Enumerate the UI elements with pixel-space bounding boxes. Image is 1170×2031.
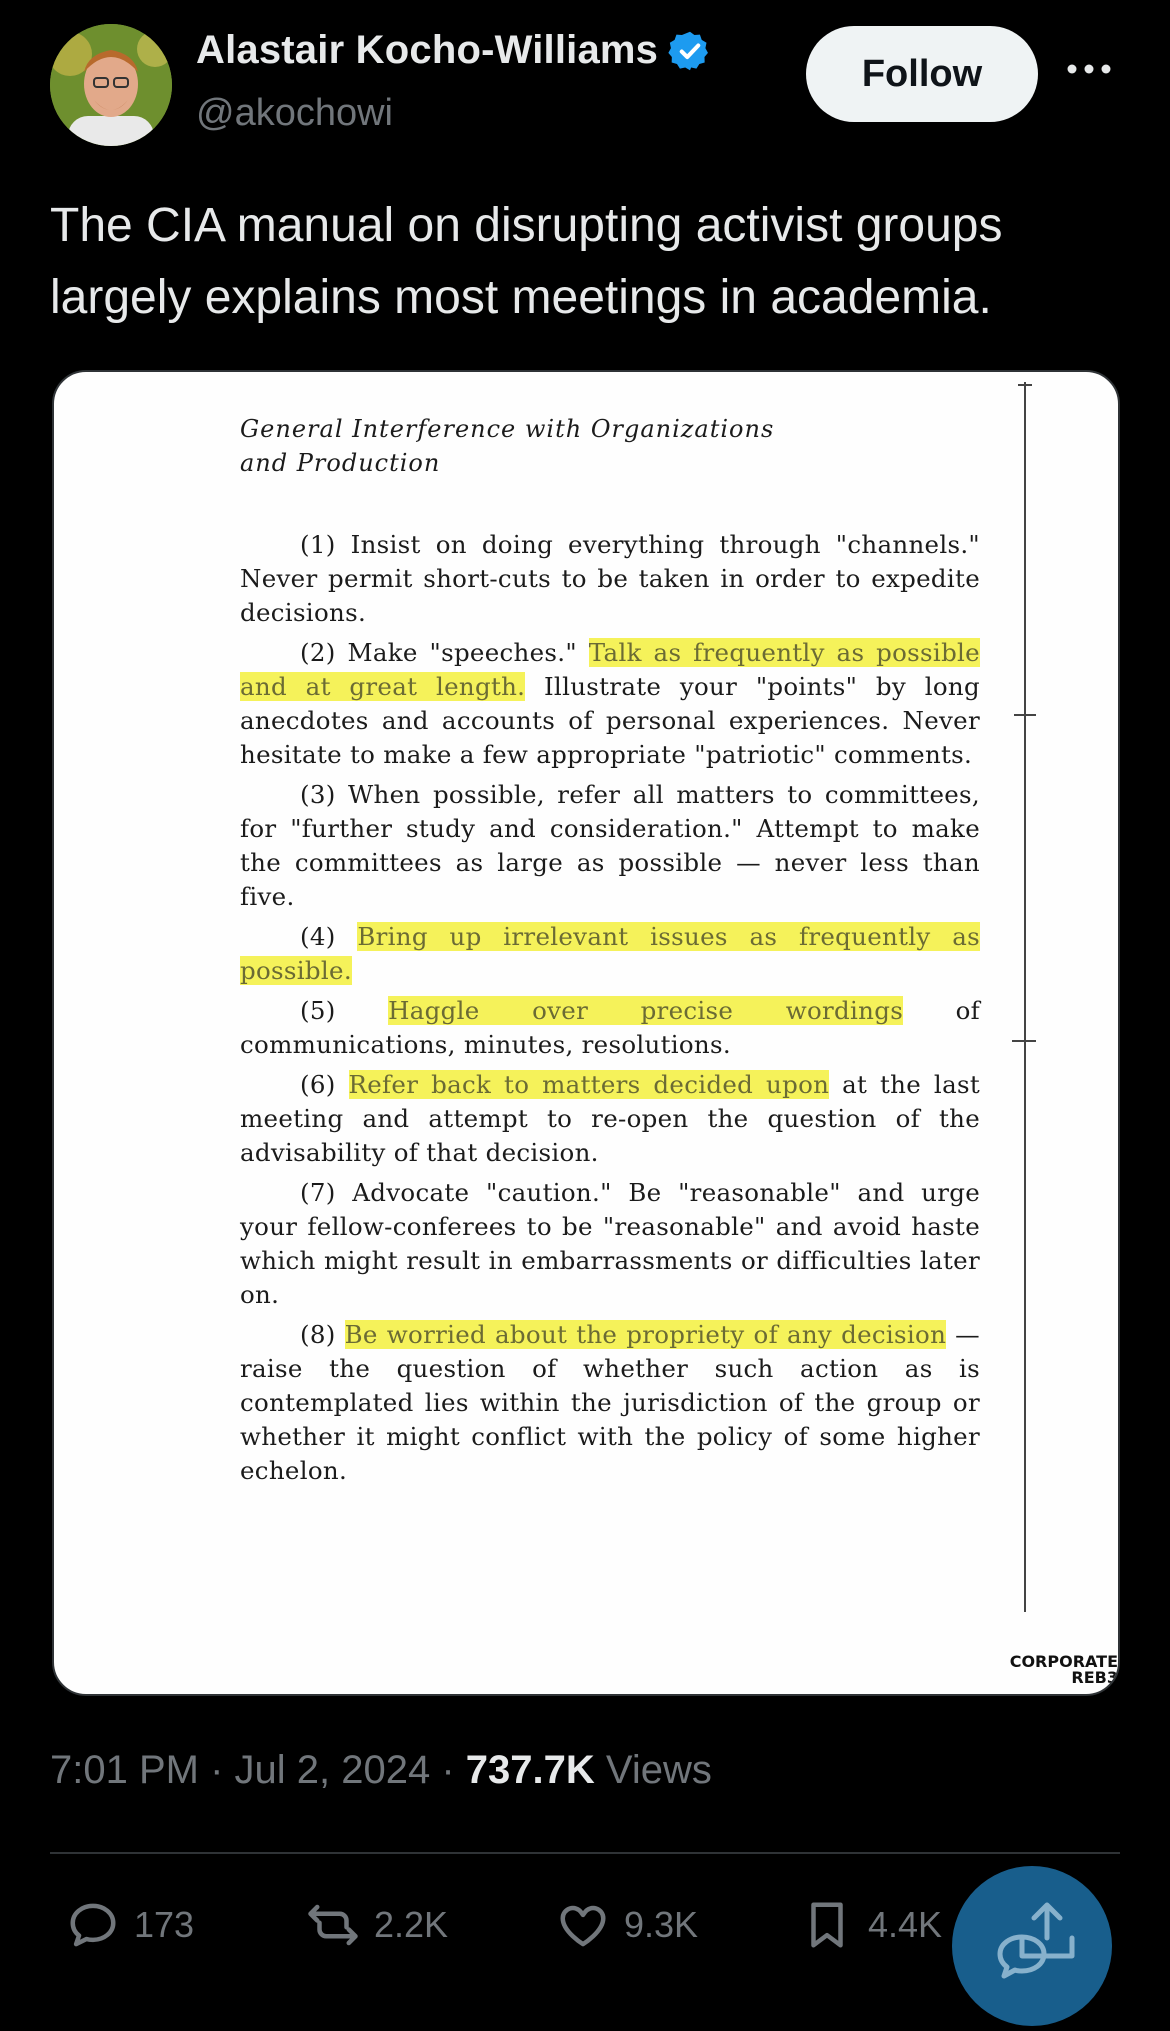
document-item-number: (5)	[300, 996, 336, 1025]
views-count: 737.7K	[465, 1748, 595, 1792]
author-handle[interactable]: @akochowi	[196, 92, 393, 134]
tweet-time[interactable]: 7:01 PM	[50, 1748, 199, 1792]
highlighted-text: Bring up irrelevant issues as frequently as possible.	[240, 922, 980, 985]
document-item-number: (6)	[300, 1070, 336, 1099]
document-items	[240, 528, 980, 1488]
document-item-number: (8)	[300, 1320, 336, 1349]
document-item-number: (7)	[300, 1178, 336, 1207]
document-item	[240, 528, 980, 630]
document-text: Make "speeches."	[335, 638, 589, 667]
document-page	[240, 412, 980, 1494]
document-text	[336, 996, 389, 1025]
verified-badge-icon	[668, 29, 712, 73]
divider	[50, 1852, 1120, 1854]
repost-icon	[306, 1898, 360, 1952]
corner-watermark-line1: CORPORATE	[1009, 1652, 1118, 1671]
like-count: 9.3K	[624, 1904, 699, 1945]
document-heading-line2: and Production	[240, 449, 441, 477]
scan-edge-tick	[1018, 384, 1032, 386]
tweet-date[interactable]: Jul 2, 2024	[234, 1748, 431, 1792]
document-item-number: (3)	[300, 780, 336, 809]
bookmark-button[interactable]	[800, 1898, 942, 1952]
share-button[interactable]	[952, 1866, 1112, 2026]
highlighted-text: Talk as frequently as possible and at great length.	[240, 638, 980, 701]
document-text: Insist on doing everything through "channels." Never permit short-cuts to be taken in order to expedite decisions.	[240, 530, 980, 627]
document-text: — raise the question of whether such action as is contemplated lies within the jurisdiction of the group or whether it might conflict with the policy of some higher echelon.	[240, 1320, 980, 1485]
reply-count: 173	[134, 1904, 195, 1945]
bookmark-icon	[800, 1898, 854, 1952]
tweet-text: The CIA manual on disrupting activist groups largely explains most meetings in academia.	[50, 199, 1003, 324]
reply-icon	[66, 1898, 120, 1952]
document-item	[240, 1176, 980, 1312]
scan-edge-tick	[1014, 714, 1036, 716]
corner-watermark-line2: REB3	[1071, 1668, 1118, 1687]
document-item	[240, 994, 980, 1062]
document-item-number: (2)	[300, 638, 336, 667]
corner-watermark	[1010, 1654, 1118, 1686]
like-button[interactable]	[556, 1898, 698, 1952]
author-name-row	[196, 28, 712, 73]
reply-button[interactable]	[66, 1898, 194, 1952]
views-label: Views	[605, 1748, 712, 1792]
document-item	[240, 1318, 980, 1488]
document-text: at the last meeting and attempt to re-open the question of the advisability of that decision.	[240, 1070, 980, 1167]
scan-edge-tick	[1012, 1040, 1036, 1042]
document-item-number: (1)	[300, 530, 336, 559]
avatar[interactable]	[50, 24, 172, 146]
highlighted-text: Haggle over precise wordings	[388, 996, 904, 1025]
scan-edge-line	[1024, 382, 1026, 1612]
meta-separator: ·	[441, 1748, 466, 1792]
meta-separator: ·	[210, 1748, 235, 1792]
tweet-media-image[interactable]	[52, 370, 1120, 1696]
document-item	[240, 778, 980, 914]
document-item-number: (4)	[300, 922, 336, 951]
document-item	[240, 1068, 980, 1170]
tweet-meta	[50, 1748, 712, 1793]
document-heading-line1: General Interference with Organizations	[240, 415, 775, 443]
heart-icon	[556, 1898, 610, 1952]
document-heading	[240, 412, 980, 480]
highlighted-text: Be worried about the propriety of any decision	[344, 1320, 947, 1349]
follow-button[interactable]: Follow	[806, 26, 1038, 122]
document-text: When possible, refer all matters to committees, for "further study and consideration." Attempt to make the committees as large as possible — never less than five.	[240, 780, 980, 911]
share-icon	[952, 1866, 1112, 2026]
document-item	[240, 636, 980, 772]
document-text	[336, 922, 358, 951]
repost-button[interactable]	[306, 1898, 448, 1952]
more-options-icon[interactable]	[1062, 54, 1116, 84]
document-text: Advocate "caution." Be "reasonable" and urge your fellow-conferees to be "reasonable" and avoid haste which might result in embarrassments or difficulties later on.	[240, 1178, 980, 1309]
document-item	[240, 920, 980, 988]
highlighted-text: Refer back to matters decided upon	[348, 1070, 830, 1099]
document-text: Illustrate your "points" by long anecdotes and accounts of personal experiences. Never hesitate to make a few appropriate "patriotic" comments.	[240, 672, 980, 769]
document-text: of communications, minutes, resolutions.	[240, 996, 980, 1059]
author-name[interactable]: Alastair Kocho-Williams	[196, 28, 659, 72]
bookmark-count: 4.4K	[868, 1904, 943, 1945]
document-text	[336, 1320, 345, 1349]
document-text	[336, 1070, 349, 1099]
repost-count: 2.2K	[374, 1904, 449, 1945]
